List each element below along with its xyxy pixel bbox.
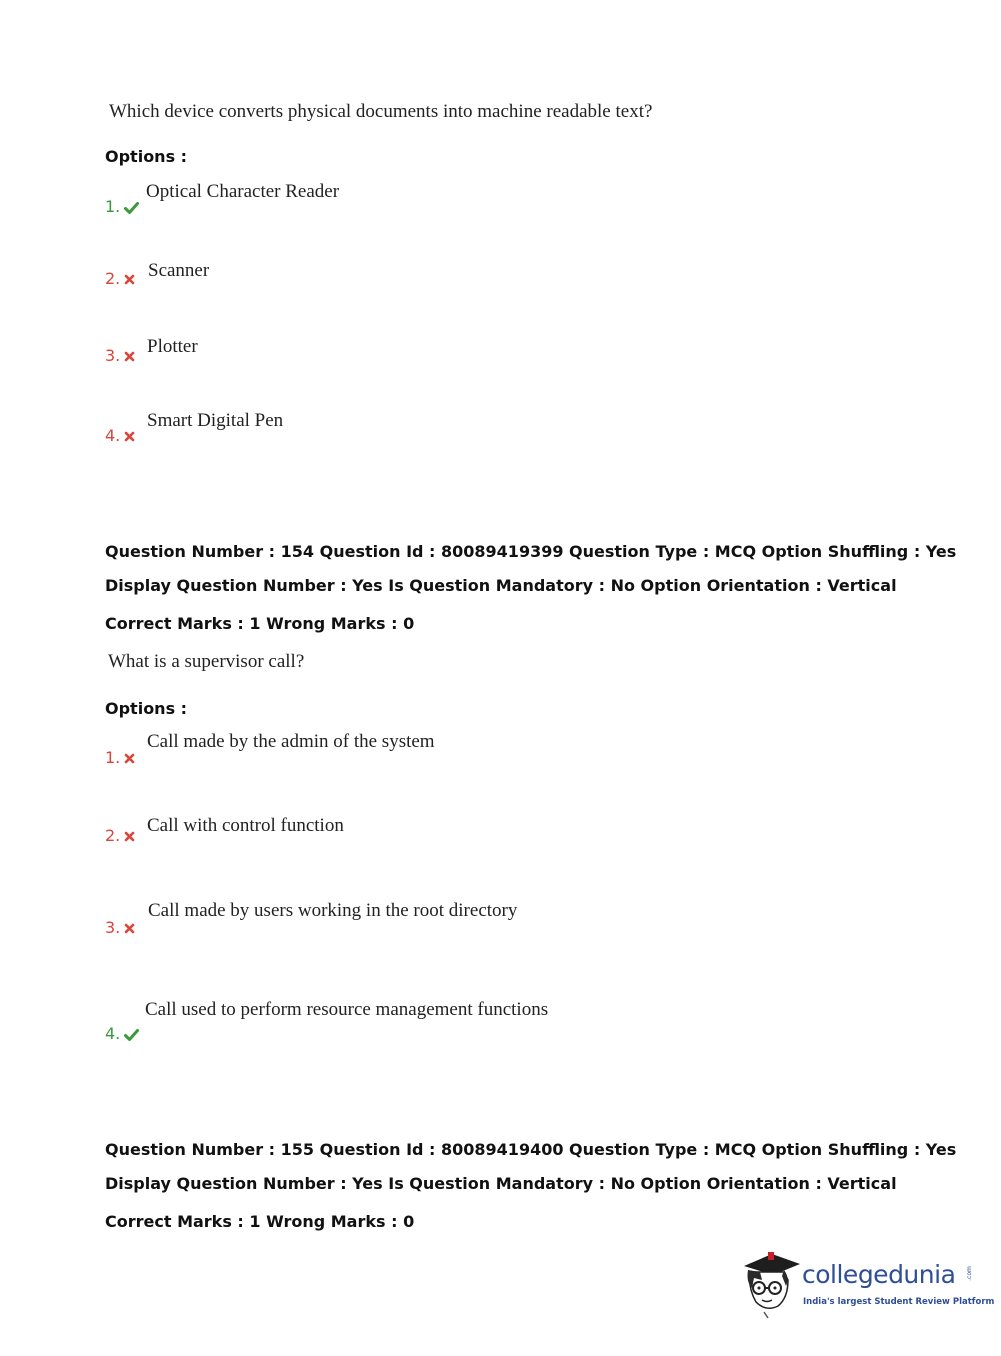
option-number: 4. bbox=[105, 1024, 139, 1043]
question-text: What is a supervisor call? bbox=[108, 651, 305, 672]
question-marks-line: Correct Marks : 1 Wrong Marks : 0 bbox=[105, 1212, 415, 1231]
mascot-icon bbox=[740, 1248, 802, 1320]
cross-icon bbox=[124, 831, 135, 842]
option-number: 3. bbox=[105, 918, 135, 937]
check-icon bbox=[124, 202, 139, 214]
option-text: Call with control function bbox=[147, 815, 344, 836]
option-text: Call made by the admin of the system bbox=[147, 731, 435, 752]
collegedunia-logo bbox=[740, 1248, 995, 1320]
cross-icon bbox=[124, 431, 135, 442]
option-text: Optical Character Reader bbox=[146, 181, 340, 202]
options-label: Options : bbox=[105, 147, 188, 166]
option-text: Scanner bbox=[148, 260, 210, 281]
option-number: 2. bbox=[105, 826, 135, 845]
cross-icon bbox=[124, 274, 135, 285]
option-number: 3. bbox=[105, 346, 135, 365]
question-marks-line: Correct Marks : 1 Wrong Marks : 0 bbox=[105, 614, 415, 633]
question-meta-line: Display Question Number : Yes Is Question Mandatory : No Option Orientation : Vertical bbox=[105, 576, 897, 595]
option-text: Call used to perform resource management functions bbox=[145, 999, 549, 1020]
option-text: Plotter bbox=[147, 336, 198, 357]
option-number: 2. bbox=[105, 269, 135, 288]
cross-icon bbox=[124, 753, 135, 764]
question-meta-line: Question Number : 154 Question Id : 80089419399 Question Type : MCQ Option Shuffling : Yes bbox=[105, 542, 957, 561]
options-label: Options : bbox=[105, 699, 188, 718]
option-number: 1. bbox=[105, 197, 139, 216]
option-number: 4. bbox=[105, 426, 135, 445]
logo-suffix: .com bbox=[965, 1266, 973, 1281]
question-text: Which device converts physical documents into machine readable text? bbox=[109, 101, 653, 122]
question-meta-line: Display Question Number : Yes Is Question Mandatory : No Option Orientation : Vertical bbox=[105, 1174, 897, 1193]
option-text: Smart Digital Pen bbox=[147, 410, 284, 431]
option-text: Call made by users working in the root directory bbox=[148, 900, 518, 921]
option-number: 1. bbox=[105, 748, 135, 767]
check-icon bbox=[124, 1029, 139, 1041]
logo-tagline: India's largest Student Review Platform bbox=[803, 1297, 995, 1307]
cross-icon bbox=[124, 351, 135, 362]
cross-icon bbox=[124, 923, 135, 934]
question-meta-line: Question Number : 155 Question Id : 80089419400 Question Type : MCQ Option Shuffling : Yes bbox=[105, 1140, 957, 1159]
logo-wordmark: collegedunia bbox=[802, 1260, 956, 1289]
